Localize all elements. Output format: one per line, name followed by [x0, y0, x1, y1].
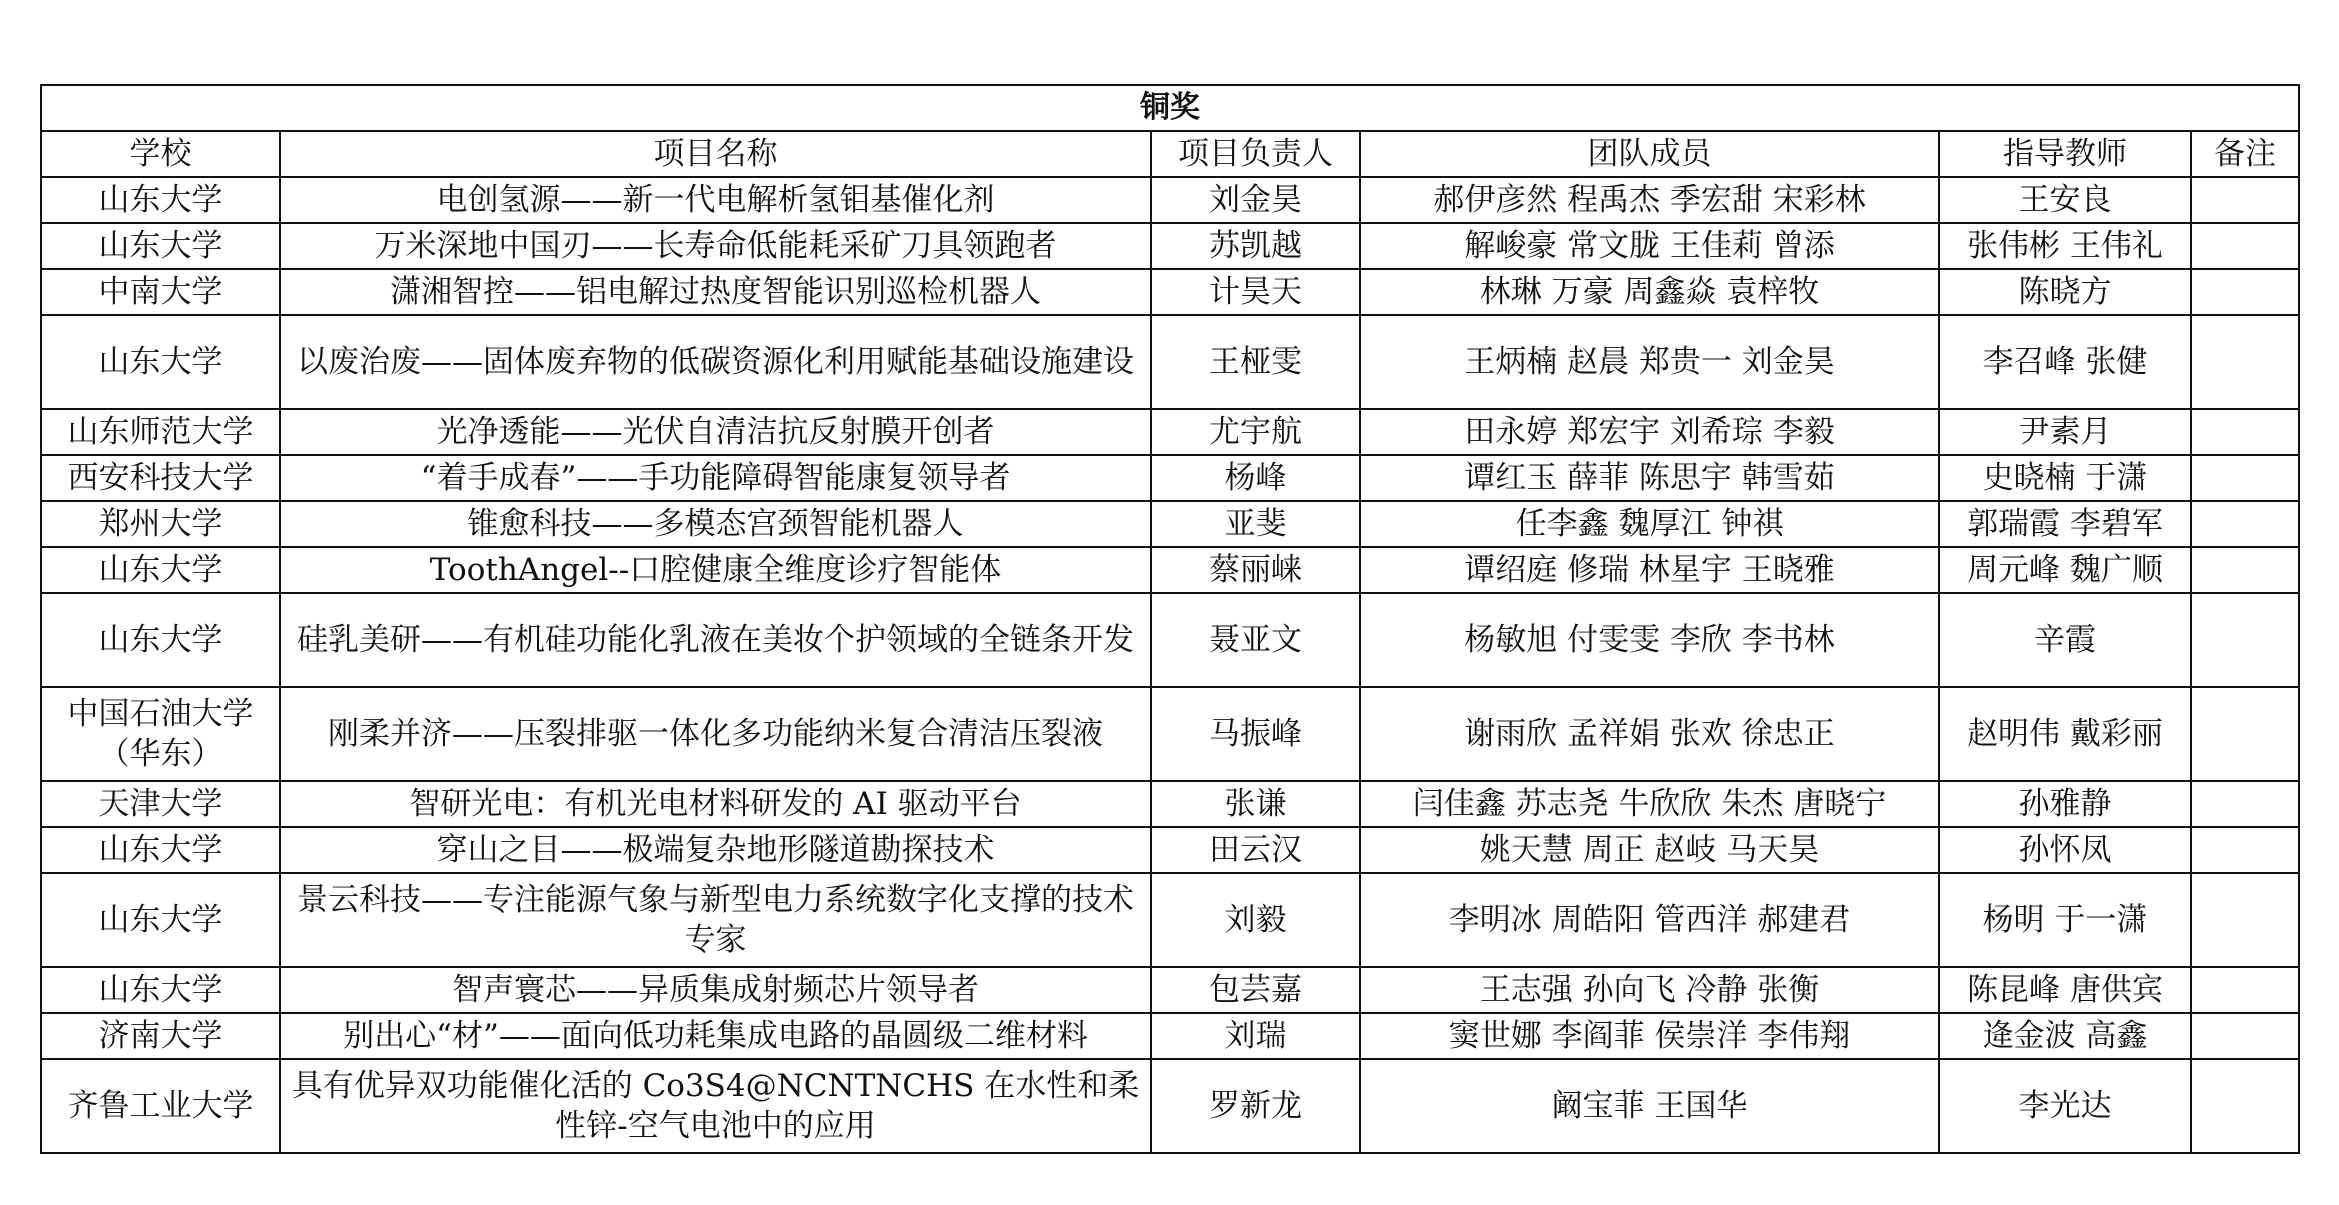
cell-school: 齐鲁工业大学 — [41, 1059, 280, 1153]
cell-leader: 罗新龙 — [1151, 1059, 1360, 1153]
header-school: 学校 — [41, 131, 280, 177]
cell-note — [2191, 781, 2299, 827]
cell-school: 山东大学 — [41, 547, 280, 593]
cell-school: 山东大学 — [41, 593, 280, 687]
cell-project: ToothAngel--口腔健康全维度诊疗智能体 — [280, 547, 1151, 593]
cell-leader: 田云汉 — [1151, 827, 1360, 873]
cell-leader: 张谦 — [1151, 781, 1360, 827]
cell-advisor: 王安良 — [1939, 177, 2191, 223]
cell-advisor: 郭瑞霞 李碧军 — [1939, 501, 2191, 547]
cell-project: 智研光电：有机光电材料研发的 AI 驱动平台 — [280, 781, 1151, 827]
cell-project: “着手成春”——手功能障碍智能康复领导者 — [280, 455, 1151, 501]
cell-school: 山东大学 — [41, 223, 280, 269]
cell-project: 以废治废——固体废弃物的低碳资源化利用赋能基础设施建设 — [280, 315, 1151, 409]
cell-members: 窦世娜 李阎菲 侯崇洋 李伟翔 — [1360, 1013, 1939, 1059]
table-row — [41, 315, 2299, 409]
cell-leader: 聂亚文 — [1151, 593, 1360, 687]
header-members: 团队成员 — [1360, 131, 1939, 177]
cell-note — [2191, 873, 2299, 967]
cell-school: 山东大学 — [41, 827, 280, 873]
cell-note — [2191, 1013, 2299, 1059]
award-table — [40, 84, 2300, 1154]
cell-school: 山东大学 — [41, 873, 280, 967]
cell-project: 电创氢源——新一代电解析氢钼基催化剂 — [280, 177, 1151, 223]
cell-advisor: 杨明 于一潇 — [1939, 873, 2191, 967]
award-table-sheet — [40, 84, 2298, 1154]
cell-leader: 亚斐 — [1151, 501, 1360, 547]
cell-advisor: 赵明伟 戴彩丽 — [1939, 687, 2191, 781]
cell-members: 杨敏旭 付雯雯 李欣 李书林 — [1360, 593, 1939, 687]
cell-note — [2191, 827, 2299, 873]
cell-leader: 刘毅 — [1151, 873, 1360, 967]
cell-project: 刚柔并济——压裂排驱一体化多功能纳米复合清洁压裂液 — [280, 687, 1151, 781]
table-row — [41, 223, 2299, 269]
cell-school: 郑州大学 — [41, 501, 280, 547]
header-note: 备注 — [2191, 131, 2299, 177]
table-row — [41, 781, 2299, 827]
cell-advisor: 陈昆峰 唐供宾 — [1939, 967, 2191, 1013]
table-row — [41, 409, 2299, 455]
cell-leader: 包芸嘉 — [1151, 967, 1360, 1013]
cell-members: 谭红玉 薛菲 陈思宇 韩雪茹 — [1360, 455, 1939, 501]
cell-members: 王志强 孙向飞 冷静 张衡 — [1360, 967, 1939, 1013]
cell-leader: 杨峰 — [1151, 455, 1360, 501]
cell-members: 谢雨欣 孟祥娟 张欢 徐忠正 — [1360, 687, 1939, 781]
cell-school: 中国石油大学（华东） — [41, 687, 280, 781]
cell-project: 锥愈科技——多模态宫颈智能机器人 — [280, 501, 1151, 547]
cell-note — [2191, 1059, 2299, 1153]
cell-note — [2191, 967, 2299, 1013]
cell-note — [2191, 501, 2299, 547]
cell-school: 济南大学 — [41, 1013, 280, 1059]
cell-leader: 刘金昊 — [1151, 177, 1360, 223]
cell-advisor: 尹素月 — [1939, 409, 2191, 455]
table-row — [41, 687, 2299, 781]
cell-advisor: 孙怀凤 — [1939, 827, 2191, 873]
cell-advisor: 史晓楠 于潇 — [1939, 455, 2191, 501]
cell-advisor: 李召峰 张健 — [1939, 315, 2191, 409]
cell-project: 万米深地中国刃——长寿命低能耗采矿刀具领跑者 — [280, 223, 1151, 269]
cell-school: 中南大学 — [41, 269, 280, 315]
table-row — [41, 967, 2299, 1013]
cell-advisor: 孙雅静 — [1939, 781, 2191, 827]
cell-advisor: 张伟彬 王伟礼 — [1939, 223, 2191, 269]
cell-note — [2191, 177, 2299, 223]
cell-project: 别出心“材”——面向低功耗集成电路的晶圆级二维材料 — [280, 1013, 1151, 1059]
table-row — [41, 177, 2299, 223]
cell-note — [2191, 687, 2299, 781]
cell-note — [2191, 455, 2299, 501]
cell-school: 天津大学 — [41, 781, 280, 827]
table-row — [41, 269, 2299, 315]
cell-advisor: 辛霞 — [1939, 593, 2191, 687]
cell-note — [2191, 223, 2299, 269]
cell-members: 田永婷 郑宏宇 刘希琮 李毅 — [1360, 409, 1939, 455]
cell-school: 山东师范大学 — [41, 409, 280, 455]
cell-school: 山东大学 — [41, 967, 280, 1013]
cell-note — [2191, 269, 2299, 315]
cell-project: 智声寰芯——异质集成射频芯片领导者 — [280, 967, 1151, 1013]
cell-leader: 蔡丽崃 — [1151, 547, 1360, 593]
cell-members: 解峻豪 常文胧 王佳莉 曾添 — [1360, 223, 1939, 269]
header-leader: 项目负责人 — [1151, 131, 1360, 177]
cell-members: 郝伊彦然 程禹杰 季宏甜 宋彩林 — [1360, 177, 1939, 223]
cell-leader: 苏凯越 — [1151, 223, 1360, 269]
cell-school: 西安科技大学 — [41, 455, 280, 501]
header-project: 项目名称 — [280, 131, 1151, 177]
table-row — [41, 827, 2299, 873]
cell-project: 光净透能——光伏自清洁抗反射膜开创者 — [280, 409, 1151, 455]
cell-note — [2191, 315, 2299, 409]
header-advisor: 指导教师 — [1939, 131, 2191, 177]
table-row — [41, 455, 2299, 501]
table-row — [41, 873, 2299, 967]
cell-members: 任李鑫 魏厚江 钟祺 — [1360, 501, 1939, 547]
cell-note — [2191, 409, 2299, 455]
cell-advisor: 李光达 — [1939, 1059, 2191, 1153]
cell-project: 硅乳美研——有机硅功能化乳液在美妆个护领域的全链条开发 — [280, 593, 1151, 687]
cell-note — [2191, 593, 2299, 687]
cell-note — [2191, 547, 2299, 593]
cell-project: 穿山之目——极端复杂地形隧道勘探技术 — [280, 827, 1151, 873]
cell-members: 闫佳鑫 苏志尧 牛欣欣 朱杰 唐晓宁 — [1360, 781, 1939, 827]
cell-school: 山东大学 — [41, 177, 280, 223]
cell-members: 李明冰 周皓阳 管西洋 郝建君 — [1360, 873, 1939, 967]
cell-school: 山东大学 — [41, 315, 280, 409]
cell-members: 阚宝菲 王国华 — [1360, 1059, 1939, 1153]
table-row — [41, 1059, 2299, 1153]
table-row — [41, 593, 2299, 687]
cell-leader: 马振峰 — [1151, 687, 1360, 781]
table-title: 铜奖 — [41, 85, 2299, 131]
cell-advisor: 逄金波 高鑫 — [1939, 1013, 2191, 1059]
table-title-row — [41, 85, 2299, 131]
cell-leader: 尤宇航 — [1151, 409, 1360, 455]
cell-members: 姚天慧 周正 赵岐 马天昊 — [1360, 827, 1939, 873]
cell-project: 景云科技——专注能源气象与新型电力系统数字化支撑的技术专家 — [280, 873, 1151, 967]
cell-leader: 计昊天 — [1151, 269, 1360, 315]
table-header-row — [41, 131, 2299, 177]
table-row — [41, 547, 2299, 593]
cell-project: 具有优异双功能催化活的 Co3S4@NCNTNCHS 在水性和柔性锌-空气电池中的应用 — [280, 1059, 1151, 1153]
cell-members: 林琳 万豪 周鑫焱 袁梓牧 — [1360, 269, 1939, 315]
cell-members: 谭绍庭 修瑞 林星宇 王晓雅 — [1360, 547, 1939, 593]
cell-project: 潇湘智控——铝电解过热度智能识别巡检机器人 — [280, 269, 1151, 315]
table-row — [41, 1013, 2299, 1059]
cell-advisor: 周元峰 魏广顺 — [1939, 547, 2191, 593]
cell-members: 王炳楠 赵晨 郑贵一 刘金昊 — [1360, 315, 1939, 409]
cell-leader: 刘瑞 — [1151, 1013, 1360, 1059]
cell-leader: 王桠雯 — [1151, 315, 1360, 409]
table-row — [41, 501, 2299, 547]
cell-advisor: 陈晓方 — [1939, 269, 2191, 315]
